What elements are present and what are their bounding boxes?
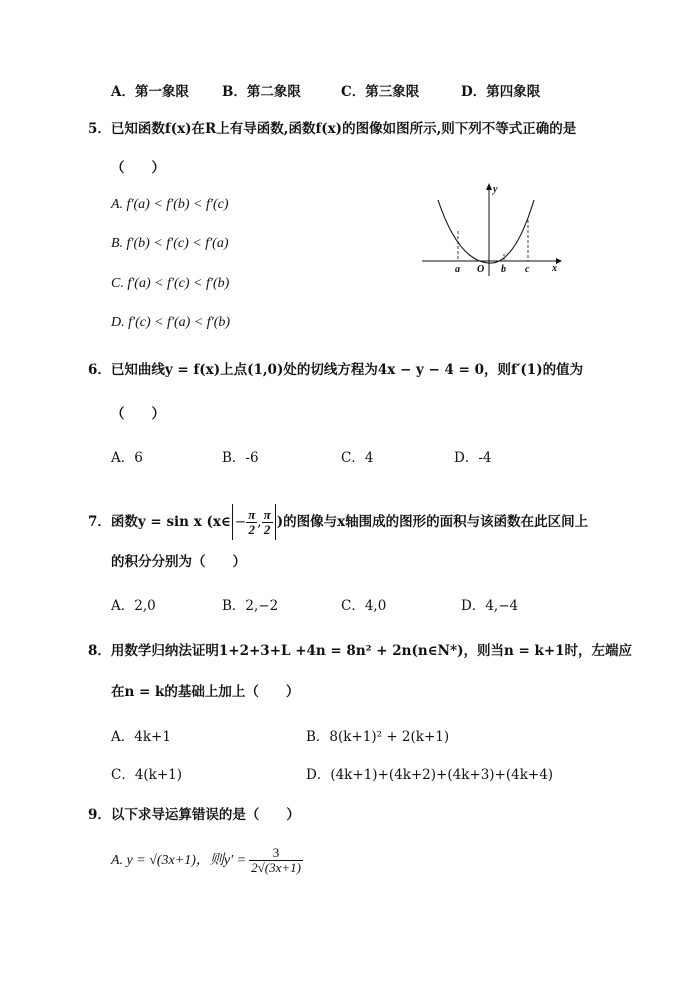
q5-option-b: B. f′(b) < f′(c) < f′(a) <box>111 236 229 251</box>
q6-option-a: A．6 <box>111 450 143 466</box>
q7-frac-neg: $\frac{\pi}{2}$ <box>248 506 256 537</box>
option-d: D．第四象限 <box>461 84 541 100</box>
q5-option-d: D. f′(c) < f′(a) < f′(b) <box>111 315 231 330</box>
q8-line1: 8．用数学归纳法证明1+2+3+L +4n = 8n² + 2n(n∈N*)，则当n = k+1时，左端应 <box>88 643 633 659</box>
q7-frac-pos: $\frac{\pi}{2}$ <box>263 506 271 537</box>
q6-option-c: C．4 <box>341 450 374 466</box>
graph-x-label: x <box>552 263 557 274</box>
q6-option-d: D．-4 <box>454 450 492 466</box>
q6-option-b: B．-6 <box>222 450 259 466</box>
option-c: C．第三象限 <box>341 84 420 100</box>
graph-y-label: y <box>493 184 498 195</box>
q9-option-a <box>111 846 303 875</box>
q7-option-b: B．2,−2 <box>222 598 279 614</box>
q6-answer-paren: （ ） <box>111 406 165 422</box>
graph-tick-c: c <box>525 264 530 275</box>
q5-option-a: A. f′(a) < f′(b) < f′(c) <box>111 197 229 212</box>
q7-stem-after: )的图像与x轴围成的图形的面积与该函数在此区间上 <box>276 514 589 530</box>
q9-option-a-prefix: A. y = √(3x+1)，则y′ = <box>111 852 247 868</box>
q6-stem: 6．已知曲线y = f(x)上点(1,0)处的切线方程为4x − y − 4 = 0，则f′(1)的值为 <box>88 362 584 378</box>
q7-option-a: A．2,0 <box>111 598 156 614</box>
q8-option-d: D．(4k+1)+(4k+2)+(4k+3)+(4k+4) <box>306 767 554 783</box>
graph-tick-a: a <box>455 264 460 275</box>
q5-stem: 5．已知函数f(x)在R上有导函数,函数f(x)的图像如图所示,则下列不等式正确的是 <box>88 121 577 137</box>
q9-option-a-frac: $\frac{3}{2√(3x+1)}$ <box>251 845 301 875</box>
option-a: A．第一象限 <box>111 84 189 100</box>
q8-option-a: A．4k+1 <box>111 729 171 745</box>
q7-stem-before: 7．函数y = sin x (x∈ <box>88 514 231 530</box>
q8-line2: 在n = k的基础上加上（ ） <box>111 684 300 700</box>
q5-function-graph <box>418 180 568 280</box>
option-b: B．第二象限 <box>222 84 301 100</box>
q7-interval: − $\frac{\pi}{2}$ , $\frac{\pi}{2}$ <box>232 504 276 540</box>
q5-option-c: C. f′(a) < f′(c) < f′(b) <box>111 276 230 291</box>
q5-answer-paren: （ ） <box>111 160 165 176</box>
q8-option-c: C．4(k+1) <box>111 767 183 783</box>
q9-stem: 9．以下求导运算错误的是（ ） <box>88 807 300 823</box>
q7-stem <box>88 504 588 540</box>
graph-origin-label: O <box>477 264 485 275</box>
q7-option-c: C．4,0 <box>341 598 387 614</box>
graph-tick-b: b <box>501 264 506 275</box>
q8-option-b: B．8(k+1)² + 2(k+1) <box>306 729 450 745</box>
q7-option-d: D．4,−4 <box>461 598 519 614</box>
q7-line2: 的积分分别为（ ） <box>111 554 246 570</box>
